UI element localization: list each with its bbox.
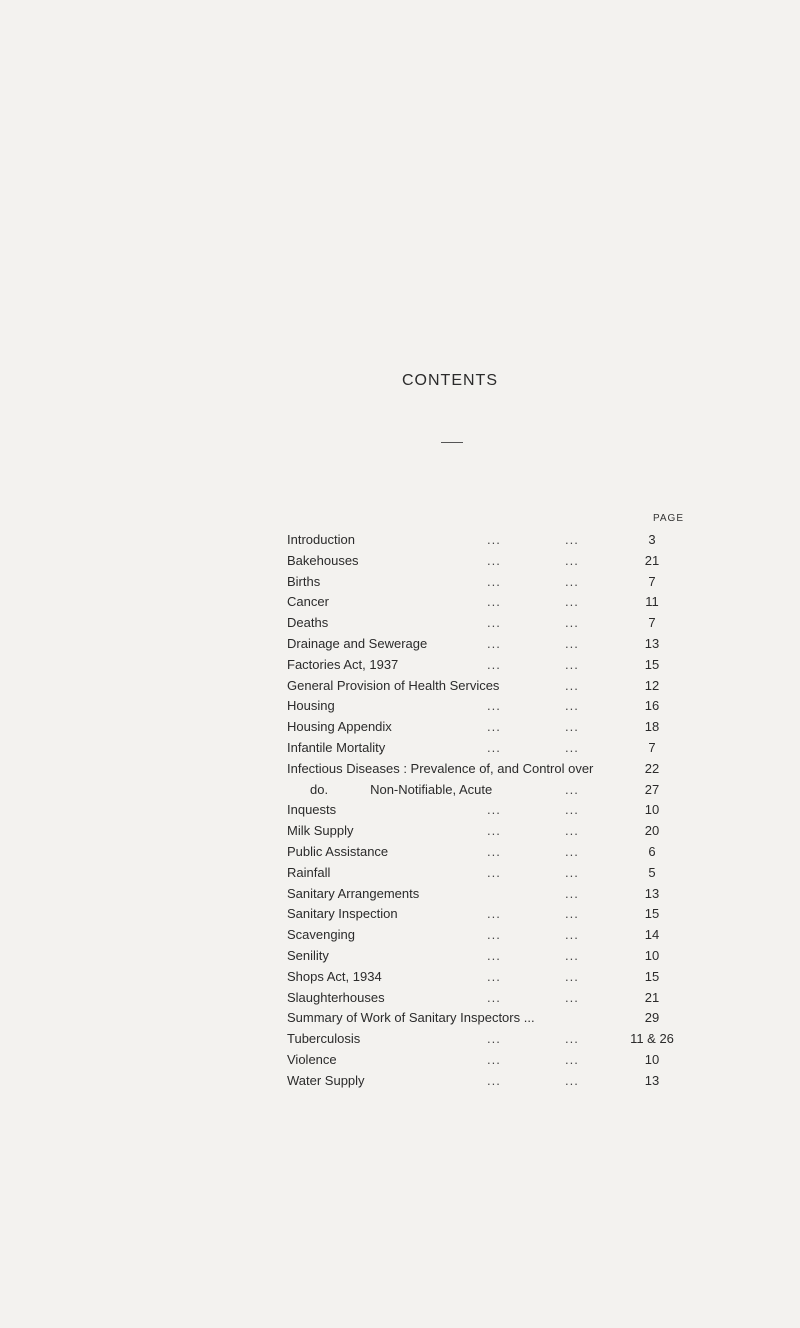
entry-label: Senility [287,947,329,963]
leader-dots: ... [487,927,501,943]
leader-dots: ... [565,1072,579,1088]
entry-page-number: 10 [644,947,660,963]
entry-page-number: 29 [644,1010,660,1026]
entry-label: Slaughterhouses [287,989,385,1005]
entry-page-number: 15 [644,656,660,672]
leader-dots: ... [487,823,501,839]
list-item [287,1029,687,1050]
leader-dots: ... [565,927,579,943]
leader-dots: ... [565,906,579,922]
list-item [287,1008,687,1029]
leader-dots: ... [487,802,501,818]
leader-dots: ... [487,739,501,755]
entry-page-number: 13 [644,635,660,651]
entry-page-number: 10 [644,802,660,818]
entry-page-number: 15 [644,906,660,922]
leader-dots: ... [565,594,579,610]
leader-dots: ... [487,843,501,859]
leader-dots: ... [487,1031,501,1047]
leader-dots: ... [565,532,579,547]
list-item [287,884,687,905]
list-item [287,696,687,717]
entry-page-number: 16 [644,698,660,714]
entry-page-number: 11 [645,594,659,610]
page-column-header: PAGE [652,513,684,524]
leader-dots: ... [565,1051,579,1067]
list-item [287,863,687,884]
entry-label: Non-Notifiable, Acute [370,781,493,797]
entry-label-with-ditto [310,780,492,801]
entry-label: Introduction [287,532,355,547]
entry-page-number: 21 [644,552,660,568]
entry-page-number: 20 [644,823,660,839]
leader-dots: ... [565,843,579,859]
list-item [287,530,687,551]
entry-label: Deaths [287,615,329,631]
entry-label: Rainfall [287,864,331,880]
entry-label: Factories Act, 1937 [287,656,399,672]
entry-page-number: 27 [644,781,660,797]
entry-page-number: 10 [644,1051,660,1067]
leader-dots: ... [565,802,579,818]
entry-label: Housing [287,698,335,714]
entry-page-number: 5 [648,864,656,880]
leader-dots: ... [487,594,501,610]
leader-dots: ... [487,552,501,568]
leader-dots: ... [487,573,501,589]
leader-dots: ... [565,947,579,963]
list-item [287,738,687,759]
list-item [287,592,687,613]
leader-dots: ... [565,968,579,984]
leader-dots: ... [565,573,579,589]
entry-label: Infantile Mortality [287,739,386,755]
entry-label: Sanitary Inspection [287,906,398,922]
entry-label: Inquests [287,802,337,818]
entry-label: Drainage and Sewerage [287,635,428,651]
entry-label: Scavenging [287,927,355,943]
leader-dots: ... [565,615,579,631]
entry-label: Tuberculosis [287,1031,361,1047]
leader-dots: ... [565,989,579,1005]
entry-page-number: 7 [648,573,656,589]
entry-label: Shops Act, 1934 [287,968,382,984]
leader-dots: ... [565,698,579,714]
list-item [287,717,687,738]
contents-list [287,530,687,1092]
entry-page-number: 6 [648,843,656,859]
leader-dots: ... [565,885,579,901]
entry-page-number: 13 [644,885,660,901]
ditto-mark: do. [310,781,329,797]
leader-dots: ... [487,968,501,984]
leader-dots: ... [487,656,501,672]
list-item [287,551,687,572]
list-item [287,1071,687,1092]
entry-label: Summary of Work of Sanitary Inspectors ... [287,1010,535,1026]
leader-dots: ... [565,864,579,880]
entry-label: Infectious Diseases : Prevalence of, and Control over [287,760,594,776]
entry-page-number: 3 [648,532,656,547]
list-item [287,676,687,697]
entry-label: Cancer [287,594,329,610]
title-divider [441,442,463,443]
entry-label: Bakehouses [287,552,359,568]
leader-dots: ... [565,781,579,797]
leader-dots: ... [487,698,501,714]
list-item [287,572,687,593]
entry-page-number: 13 [644,1072,660,1088]
leader-dots: ... [487,1051,501,1067]
leader-dots: ... [565,677,579,693]
leader-dots: ... [487,719,501,735]
entry-label: Milk Supply [287,823,354,839]
leader-dots: ... [565,719,579,735]
list-item [287,946,687,967]
leader-dots: ... [487,906,501,922]
leader-dots: ... [487,532,501,547]
list-item [287,800,687,821]
leader-dots: ... [487,989,501,1005]
list-item [287,655,687,676]
list-item [287,842,687,863]
entry-label: Violence [287,1051,337,1067]
leader-dots: ... [487,864,501,880]
list-item [287,759,687,780]
leader-dots: ... [565,635,579,651]
leader-dots: ... [487,1072,501,1088]
list-item [287,988,687,1009]
leader-dots: ... [565,552,579,568]
entry-label: Public Assistance [287,843,389,859]
entry-page-number: 7 [648,739,656,755]
leader-dots: ... [487,615,501,631]
leader-dots: ... [565,739,579,755]
entry-label: Water Supply [287,1072,365,1088]
list-item [287,1050,687,1071]
list-item [287,613,687,634]
entry-label: Sanitary Arrangements [287,885,420,901]
list-item [287,780,687,801]
entry-page-number: 11 & 26 [630,1031,674,1047]
leader-dots: ... [565,656,579,672]
entry-label: Housing Appendix [287,719,392,735]
leader-dots: ... [565,1031,579,1047]
leader-dots: ... [487,635,501,651]
entry-page-number: 22 [644,760,660,776]
list-item [287,904,687,925]
list-item [287,821,687,842]
list-item [287,634,687,655]
entry-page-number: 18 [644,719,660,735]
entry-label: Births [287,573,321,589]
leader-dots: ... [487,947,501,963]
entry-page-number: 12 [644,677,660,693]
page-title: CONTENTS [402,372,498,389]
leader-dots: ... [565,823,579,839]
entry-label: General Provision of Health Services [287,677,500,693]
entry-page-number: 15 [644,968,660,984]
entry-page-number: 7 [648,615,656,631]
list-item [287,925,687,946]
entry-page-number: 21 [644,989,660,1005]
list-item [287,967,687,988]
entry-page-number: 14 [644,927,660,943]
